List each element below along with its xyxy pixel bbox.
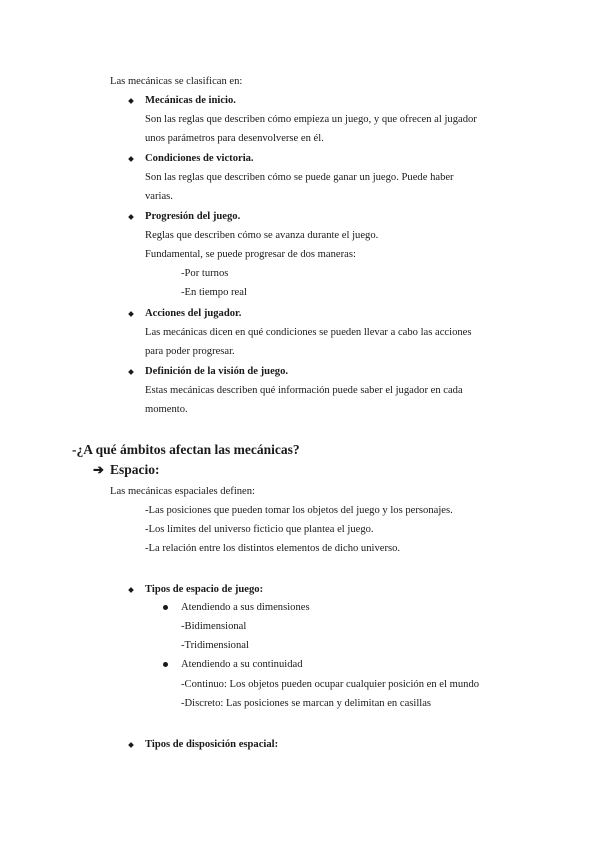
mechanic-title: Mecánicas de inicio. bbox=[145, 95, 236, 106]
types-title: Tipos de espacio de juego: bbox=[145, 584, 264, 595]
mechanic-desc: Reglas que describen cómo se avanza durante el juego. bbox=[145, 230, 379, 241]
type-label: Atendiendo a su continuidad bbox=[181, 659, 303, 670]
bullet-icon bbox=[128, 98, 134, 104]
arrow-right-icon: ➔ bbox=[93, 462, 104, 477]
mechanic-sub: -En tiempo real bbox=[181, 287, 247, 298]
intro-text: Las mecánicas se clasifican en: bbox=[110, 76, 243, 87]
mechanic-desc: Son las reglas que describen cómo empieza un juego, y que ofrecen al jugador bbox=[145, 114, 477, 125]
type-sub: -Bidimensional bbox=[181, 621, 247, 632]
type-sub: -Tridimensional bbox=[181, 640, 249, 651]
type-sub: -Continuo: Los objetos pueden ocupar cualquier posición en el mundo bbox=[181, 679, 480, 690]
mechanic-desc: Estas mecánicas describen qué información puede saber el jugador en cada bbox=[145, 385, 463, 396]
layout-title: Tipos de disposición espacial: bbox=[145, 739, 279, 750]
space-intro: Las mecánicas espaciales definen: bbox=[110, 486, 256, 497]
mechanic-title: Definición de la visión de juego. bbox=[145, 366, 289, 377]
type-sub: -Discreto: Las posiciones se marcan y delimitan en casillas bbox=[181, 698, 432, 709]
space-item: -Los límites del universo ficticio que plantea el juego. bbox=[145, 524, 374, 535]
mechanic-sub: -Por turnos bbox=[181, 268, 229, 279]
subsection-heading: Espacio: bbox=[110, 462, 160, 477]
bullet-dot-icon bbox=[163, 662, 168, 667]
bullet-icon bbox=[128, 587, 134, 593]
bullet-icon bbox=[128, 742, 134, 748]
mechanic-desc: para poder progresar. bbox=[145, 346, 235, 357]
space-item: -La relación entre los distintos elementos de dicho universo. bbox=[145, 543, 401, 554]
type-label: Atendiendo a sus dimensiones bbox=[181, 602, 310, 613]
mechanic-desc: momento. bbox=[145, 404, 188, 415]
bullet-icon bbox=[128, 156, 134, 162]
section-heading: -¿A qué ámbitos afectan las mecánicas? bbox=[72, 442, 300, 457]
bullet-dot-icon bbox=[163, 605, 168, 610]
mechanic-desc: Son las reglas que describen cómo se puede ganar un juego. Puede haber bbox=[145, 172, 454, 183]
mechanic-title: Condiciones de victoria. bbox=[145, 153, 254, 164]
bullet-icon bbox=[128, 214, 134, 220]
space-item: -Las posiciones que pueden tomar los objetos del juego y los personajes. bbox=[145, 505, 453, 516]
bullet-icon bbox=[128, 369, 134, 375]
mechanic-desc: Las mecánicas dicen en qué condiciones se pueden llevar a cabo las acciones bbox=[145, 327, 472, 338]
mechanic-desc: Fundamental, se puede progresar de dos maneras: bbox=[145, 249, 356, 260]
mechanic-title: Progresión del juego. bbox=[145, 211, 241, 222]
mechanic-desc: unos parámetros para desenvolverse en él. bbox=[145, 133, 324, 144]
mechanic-title: Acciones del jugador. bbox=[145, 308, 242, 319]
mechanic-desc: varias. bbox=[145, 191, 173, 202]
bullet-icon bbox=[128, 311, 134, 317]
